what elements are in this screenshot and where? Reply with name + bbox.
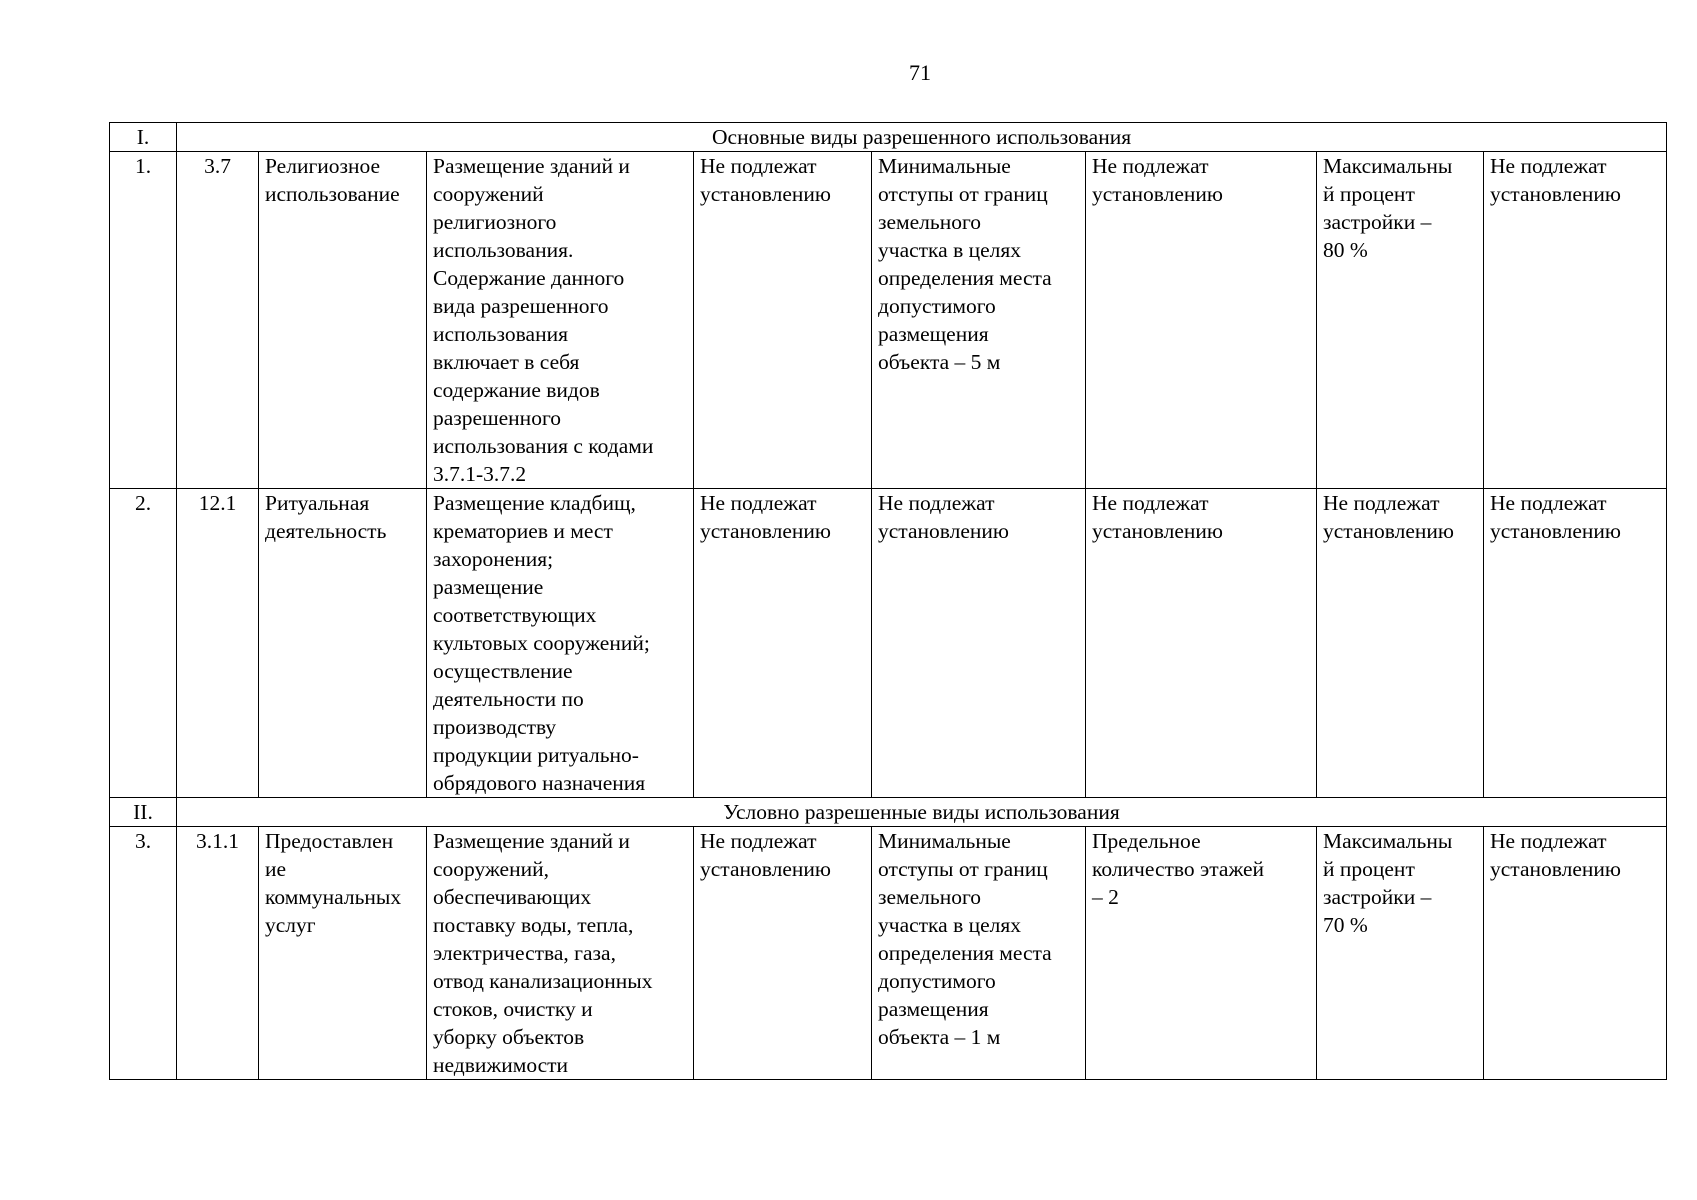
- table-cell: Минимальные отступы от границ земельного участка в целях определения места допустимого размещения объекта – 5 м: [872, 152, 1086, 489]
- table-cell: Не подлежат установлению: [694, 489, 872, 798]
- row-number: 3.: [110, 827, 177, 1080]
- table-cell: Минимальные отступы от границ земельного участка в целях определения места допустимого размещения объекта – 1 м: [872, 827, 1086, 1080]
- table-cell: Не подлежат установлению: [1484, 489, 1667, 798]
- use-code: 12.1: [177, 489, 259, 798]
- use-description: Размещение зданий и сооружений религиозного использования. Содержание данного вида разрешенного использования включает в себя содержание видов разрешенного использования с кодами 3.7.1-3.7.2: [427, 152, 694, 489]
- section-header-row: [110, 798, 1667, 827]
- section-title: Основные виды разрешенного использования: [177, 123, 1667, 152]
- section-header-row: [110, 123, 1667, 152]
- table-cell: Не подлежат установлению: [694, 827, 872, 1080]
- table-row: [110, 489, 1667, 798]
- row-number: 1.: [110, 152, 177, 489]
- page-number: 71: [909, 60, 931, 85]
- section-title: Условно разрешенные виды использования: [177, 798, 1667, 827]
- use-name: Предоставлен ие коммунальных услуг: [259, 827, 427, 1080]
- row-number: 2.: [110, 489, 177, 798]
- use-code: 3.1.1: [177, 827, 259, 1080]
- table-cell: Предельное количество этажей – 2: [1086, 827, 1317, 1080]
- table-cell: Не подлежат установлению: [1317, 489, 1484, 798]
- use-description: Размещение зданий и сооружений, обеспечивающих поставку воды, тепла, электричества, газа, отвод канализационных стоков, очистку и уборку объектов недвижимости: [427, 827, 694, 1080]
- section-number: I.: [110, 123, 177, 152]
- table-cell: Не подлежат установлению: [872, 489, 1086, 798]
- land-use-table: [109, 122, 1667, 1080]
- table-row: [110, 827, 1667, 1080]
- use-description: Размещение кладбищ, крематориев и мест захоронения; размещение соответствующих культовых сооружений; осуществление деятельности по производству продукции ритуально- обрядового назначения: [427, 489, 694, 798]
- table-cell: Не подлежат установлению: [1086, 152, 1317, 489]
- table-cell: Не подлежат установлению: [1484, 827, 1667, 1080]
- table-cell: Не подлежат установлению: [694, 152, 872, 489]
- table-row: [110, 152, 1667, 489]
- use-name: Религиозное использование: [259, 152, 427, 489]
- table-cell: Максимальны й процент застройки – 80 %: [1317, 152, 1484, 489]
- table-cell: Не подлежат установлению: [1086, 489, 1317, 798]
- table-cell: Максимальны й процент застройки – 70 %: [1317, 827, 1484, 1080]
- table-cell: Не подлежат установлению: [1484, 152, 1667, 489]
- use-code: 3.7: [177, 152, 259, 489]
- section-number: II.: [110, 798, 177, 827]
- use-name: Ритуальная деятельность: [259, 489, 427, 798]
